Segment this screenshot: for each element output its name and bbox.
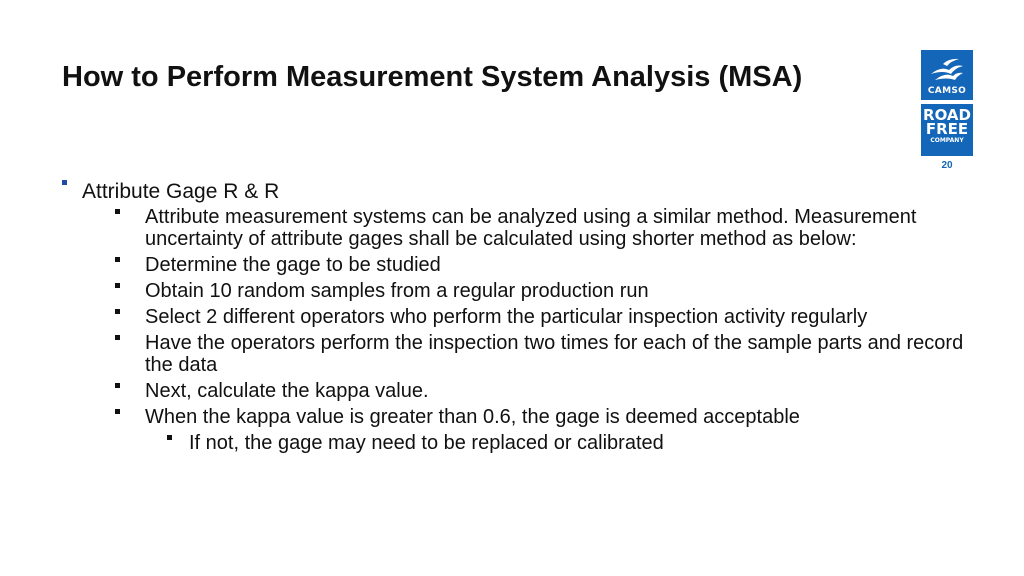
heading-text: Attribute Gage R & R	[82, 180, 280, 203]
square-bullet-icon	[115, 383, 120, 388]
page-number: 20	[941, 160, 953, 171]
list-item	[145, 332, 982, 376]
list-item	[145, 380, 982, 402]
list-item-level1	[62, 178, 982, 206]
list-item	[145, 254, 982, 276]
square-bullet-icon	[115, 309, 120, 314]
slide-title: How to Perform Measurement System Analysis (MSA)	[62, 61, 803, 93]
list-item	[145, 280, 982, 302]
mountain-icon	[929, 56, 965, 82]
bullet-text: Obtain 10 random samples from a regular production run	[145, 280, 649, 302]
list-item	[145, 206, 982, 250]
square-bullet-icon	[115, 335, 120, 340]
company-logo	[921, 50, 973, 156]
bullet-text: Select 2 different operators who perform the particular inspection activity regularly	[145, 306, 868, 328]
list-item	[145, 306, 982, 328]
slide-body	[62, 178, 982, 454]
bullet-text: Next, calculate the kappa value.	[145, 380, 429, 402]
list-item-level3	[189, 432, 982, 454]
list-item	[145, 406, 982, 428]
square-bullet-icon	[115, 409, 120, 414]
sub-bullet-text: If not, the gage may need to be replaced or calibrated	[189, 432, 664, 454]
logo-line-free: FREE	[925, 120, 969, 138]
bullet-text: Determine the gage to be studied	[145, 254, 441, 276]
bullet-text: Attribute measurement systems can be analyzed using a similar method. Measurement uncertainty of attribute gages shall be calculated using shorter method as below:	[145, 206, 917, 250]
square-bullet-icon	[167, 435, 172, 440]
logo-line-company: COMPANY	[930, 137, 964, 144]
square-bullet-icon	[115, 209, 120, 214]
camso-logo	[921, 50, 973, 100]
logo-brand-text: CAMSO	[927, 86, 967, 96]
logo-line-road: ROAD	[923, 106, 971, 124]
square-bullet-icon	[62, 180, 67, 185]
bullet-text: When the kappa value is greater than 0.6, the gage is deemed acceptable	[145, 406, 800, 428]
square-bullet-icon	[115, 257, 120, 262]
square-bullet-icon	[115, 283, 120, 288]
road-free-logo	[921, 104, 973, 156]
bullet-text: Have the operators perform the inspection two times for each of the sample parts and record the data	[145, 332, 964, 376]
